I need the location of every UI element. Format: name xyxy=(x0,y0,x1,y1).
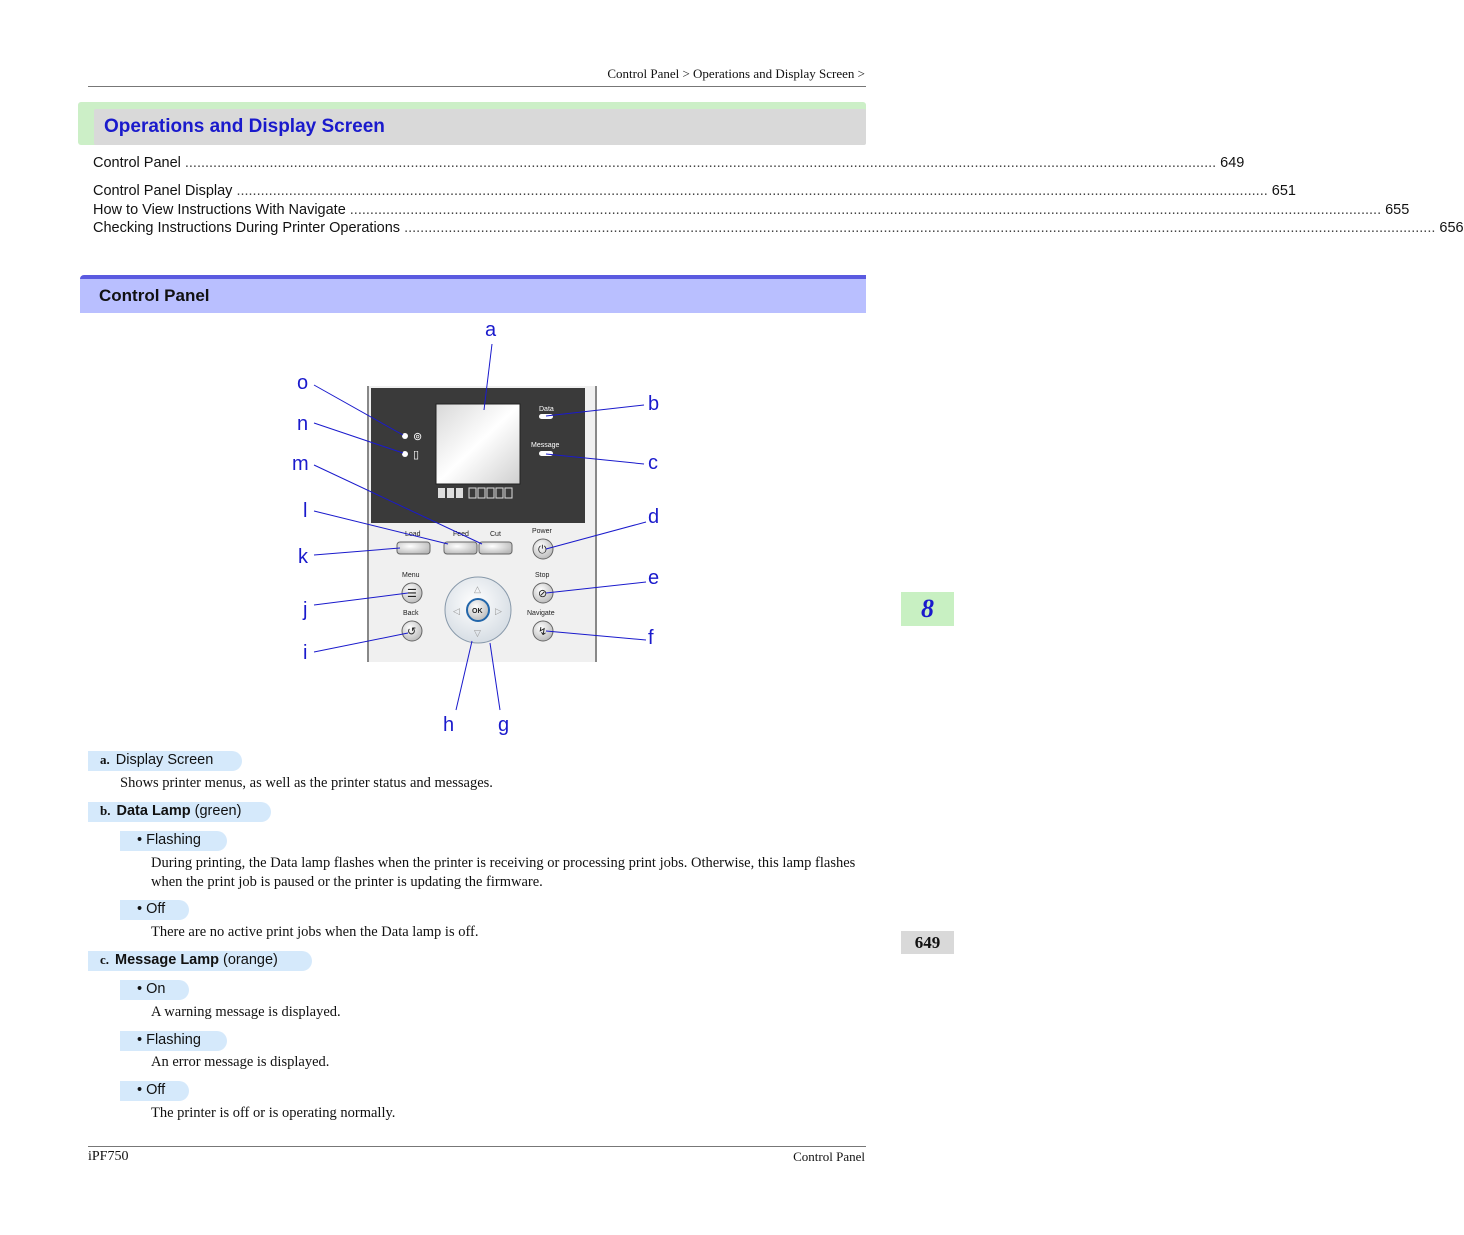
callout-g: g xyxy=(498,714,510,736)
item-suffix: (orange) xyxy=(219,952,278,968)
footer-rule xyxy=(88,1146,866,1147)
sheet-icon: ▯ xyxy=(413,449,420,461)
roll-lamp xyxy=(402,433,408,439)
left-arrow-icon[interactable]: ◁ xyxy=(453,606,460,616)
footer-section: Control Panel xyxy=(793,1149,865,1164)
callout-f: f xyxy=(648,627,654,649)
cut-button[interactable] xyxy=(479,542,512,554)
back-label: Back xyxy=(403,610,419,617)
c-off-description: The printer is off or is operating normally. xyxy=(151,1105,396,1121)
data-lamp-label: Data xyxy=(539,406,554,413)
toc-entry-title: Checking Instructions During Printer Operations xyxy=(93,220,401,236)
callout-e: e xyxy=(648,567,660,589)
feed-button[interactable] xyxy=(444,542,477,554)
ink-level-bar xyxy=(456,488,463,498)
item-a-description: Shows printer menus, as well as the printer status and messages. xyxy=(120,775,493,791)
c-off-label: • Off xyxy=(137,1082,166,1098)
b-flashing-description: During printing, the Data lamp flashes when the printer is receiving or processing print jobs. Otherwise, this lamp flashes when the print job is paused or the printer is updating the firmware. xyxy=(151,855,856,890)
toc-leader xyxy=(236,183,1267,199)
c-on-label: • On xyxy=(137,981,166,997)
item-letter: b. xyxy=(100,803,111,818)
page-number: 649 xyxy=(914,933,941,952)
toc-entry-checking-instructions[interactable] xyxy=(93,220,1464,236)
b-off-label: • Off xyxy=(137,901,166,917)
message-lamp-label: Message xyxy=(531,442,560,449)
toc-entry-title: How to View Instructions With Navigate xyxy=(93,202,346,218)
ink-level-bar xyxy=(438,488,445,498)
toc-entry-page: 655 xyxy=(1385,202,1410,218)
toc-entry-control-panel[interactable] xyxy=(93,155,1245,171)
b-off-description: There are no active print jobs when the Data lamp is off. xyxy=(151,924,479,940)
menu-icon: ☰ xyxy=(407,588,417,600)
footer-model: iPF750 xyxy=(88,1149,129,1164)
item-a-heading xyxy=(100,752,213,768)
item-letter: a. xyxy=(100,752,110,767)
c-flashing-label: • Flashing xyxy=(137,1032,201,1048)
power-icon: ⏻ xyxy=(538,544,547,556)
message-lamp xyxy=(539,451,553,456)
ok-label: OK xyxy=(472,608,483,615)
item-letter: c. xyxy=(100,952,110,967)
callout-l: l xyxy=(303,500,308,522)
power-label: Power xyxy=(532,528,552,535)
item-label: Data Lamp xyxy=(116,803,191,819)
chapter-title: Operations and Display Screen xyxy=(104,116,385,137)
callout-c: c xyxy=(648,452,658,474)
callout-i: i xyxy=(303,642,308,664)
data-lamp xyxy=(539,414,553,419)
stop-icon: ⊘ xyxy=(538,588,548,600)
toc-entry-page: 649 xyxy=(1220,155,1245,171)
navigate-icon: ↯ xyxy=(538,626,548,638)
ink-level-bar xyxy=(447,488,454,498)
down-arrow-icon[interactable]: ▽ xyxy=(474,628,481,638)
item-c-heading xyxy=(100,952,278,968)
feed-label: Feed xyxy=(453,531,469,538)
toc-leader xyxy=(185,155,1216,171)
c-on-description: A warning message is displayed. xyxy=(151,1004,341,1020)
callout-n: n xyxy=(297,413,309,435)
toc-entry-page: 656 xyxy=(1439,220,1464,236)
section-title: Control Panel xyxy=(99,286,210,305)
callout-j: j xyxy=(303,599,308,621)
callout-d: d xyxy=(648,506,660,528)
item-suffix: (green) xyxy=(190,803,242,819)
item-label: Message Lamp xyxy=(115,952,219,968)
load-button[interactable] xyxy=(397,542,430,554)
toc-entry-title: Control Panel Display xyxy=(93,183,233,199)
roll-icon: ⊚ xyxy=(413,431,423,443)
chapter-number: 8 xyxy=(921,594,934,623)
header-rule xyxy=(88,86,866,87)
back-icon: ↺ xyxy=(407,626,417,638)
callout-a: a xyxy=(485,319,497,341)
callout-k: k xyxy=(298,546,308,568)
c-flashing-description: An error message is displayed. xyxy=(151,1054,330,1070)
callout-h: h xyxy=(443,714,455,736)
toc-entry-navigate[interactable] xyxy=(93,202,1410,218)
item-label: Display Screen xyxy=(115,752,214,768)
right-arrow-icon[interactable]: ▷ xyxy=(495,606,502,616)
breadcrumb: Control Panel > Operations and Display Screen > xyxy=(607,66,865,81)
toc-leader xyxy=(404,220,1435,236)
toc-entry-control-panel-display[interactable] xyxy=(93,183,1296,199)
load-label: Load xyxy=(405,531,421,538)
toc-entry-page: 651 xyxy=(1271,183,1296,199)
toc-entry-title: Control Panel xyxy=(93,155,181,171)
sheet-lamp xyxy=(402,451,408,457)
b-flashing-label: • Flashing xyxy=(137,832,201,848)
callout-m: m xyxy=(292,453,309,475)
menu-label: Menu xyxy=(402,572,420,579)
callout-b: b xyxy=(648,393,660,415)
stop-label: Stop xyxy=(535,572,550,579)
control-panel-figure xyxy=(292,318,666,738)
display-screen xyxy=(436,404,520,484)
up-arrow-icon[interactable]: △ xyxy=(474,584,481,594)
navigate-label: Navigate xyxy=(527,610,555,617)
cut-label: Cut xyxy=(490,531,501,538)
toc-leader xyxy=(350,202,1381,218)
item-b-heading xyxy=(100,803,241,819)
callout-o: o xyxy=(297,372,309,394)
